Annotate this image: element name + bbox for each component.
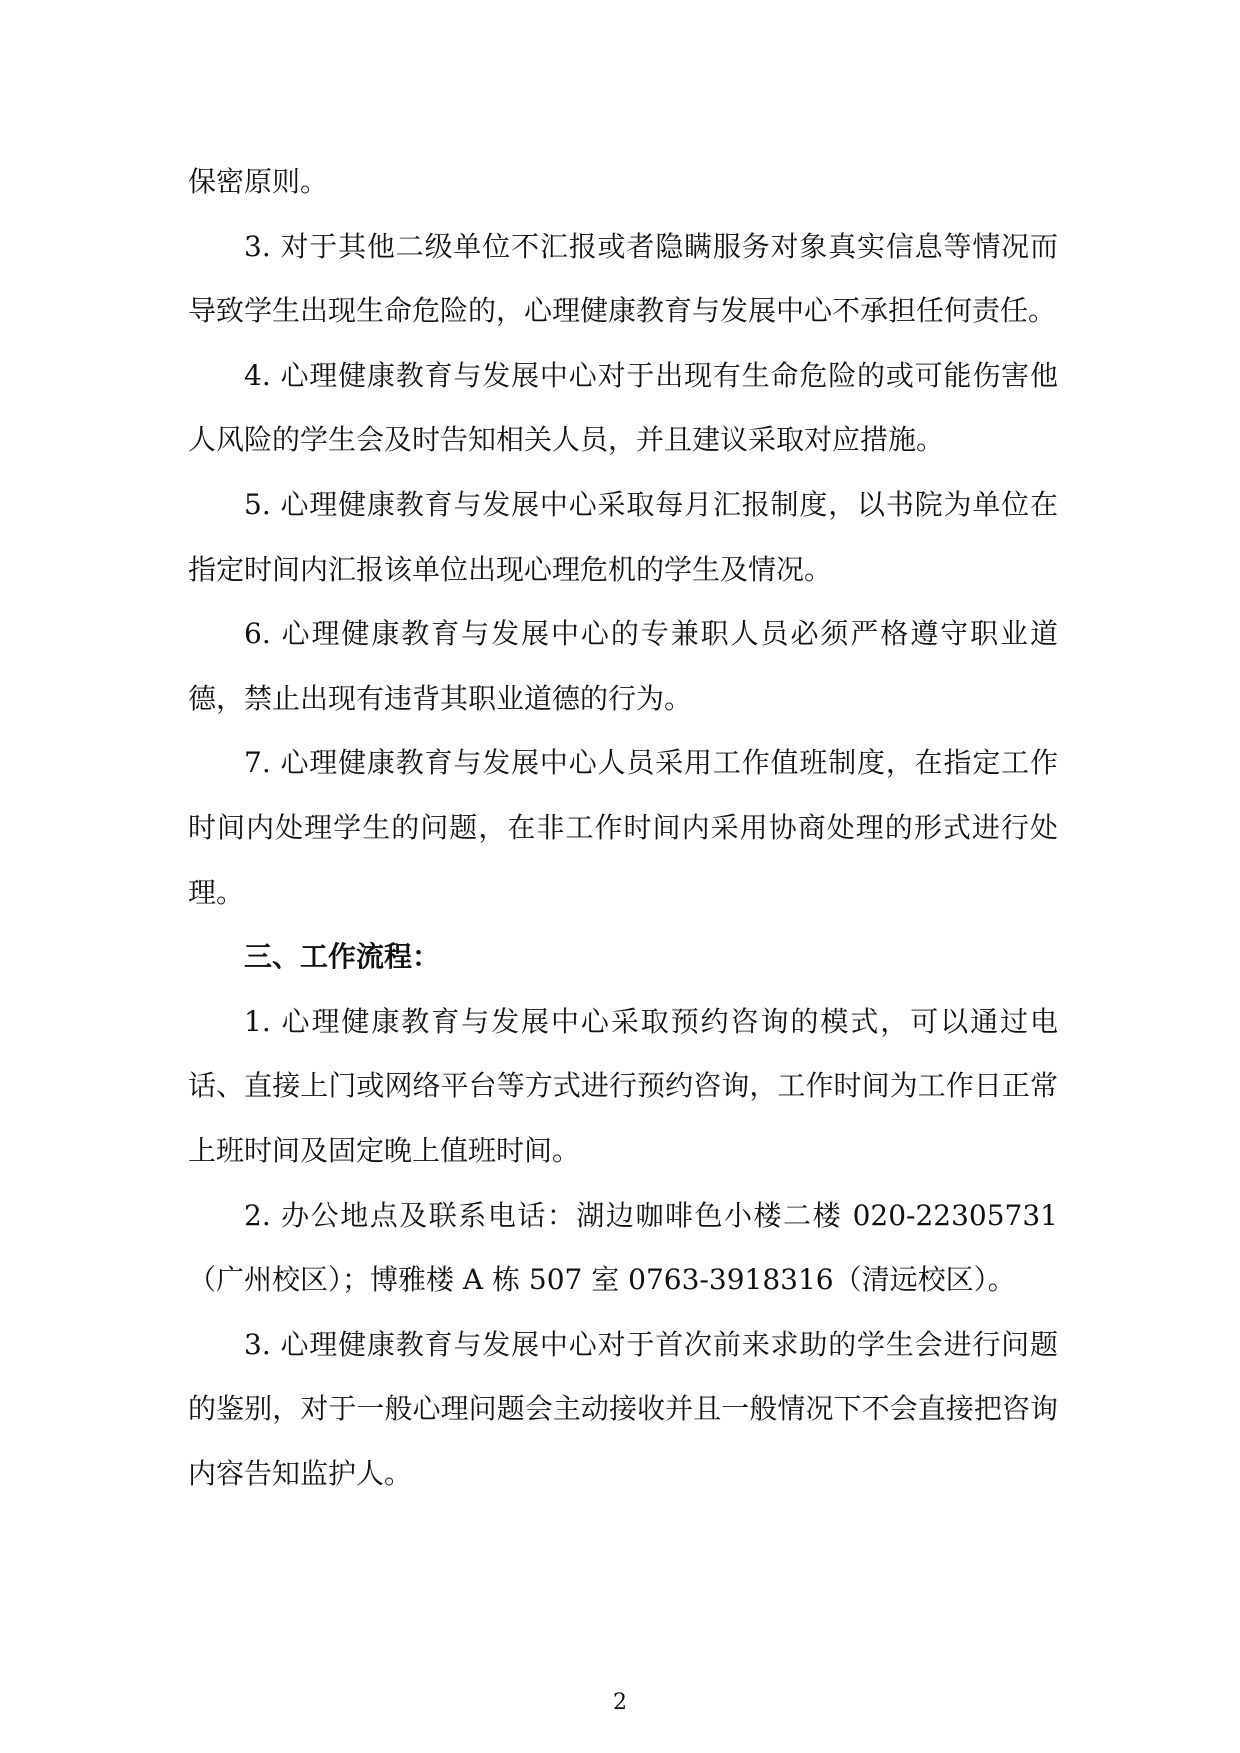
paragraph-item-7: 7. 心理健康教育与发展中心人员采用工作值班制度，在指定工作时间内处理学生的问题，在非工作时间内采用协商处理的形式进行处理。 [188, 746, 1058, 909]
workflow-item-1: 1. 心理健康教育与发展中心采取预约咨询的模式，可以通过电话、直接上门或网络平台等方式进行预约咨询，工作时间为工作日正常上班时间及固定晚上值班时间。 [188, 1004, 1058, 1167]
page-number: 2 [613, 1690, 627, 1715]
paragraph-item-6: 6. 心理健康教育与发展中心的专兼职人员必须严格遵守职业道德，禁止出现有违背其职业道德的行为。 [188, 617, 1058, 715]
document-body [188, 150, 1058, 1506]
paragraph-item-4: 4. 心理健康教育与发展中心对于出现有生命危险的或可能伤害他人风险的学生会及时告知相关人员，并且建议采取对应措施。 [188, 358, 1058, 457]
paragraph-item-5: 5. 心理健康教育与发展中心采取每月汇报制度，以书院为单位在指定时间内汇报该单位出现心理危机的学生及情况。 [188, 487, 1058, 586]
paragraph-confidentiality-tail: 保密原则。 [188, 165, 329, 198]
section-heading-workflow: 三、工作流程： [244, 940, 441, 974]
workflow-item-3: 3. 心理健康教育与发展中心对于首次前来求助的学生会进行问题的鉴别，对于一般心理问题会主动接收并且一般情况下不会直接把咨询内容告知监护人。 [188, 1327, 1058, 1490]
paragraph-item-3: 3. 对于其他二级单位不汇报或者隐瞒服务对象真实信息等情况而导致学生出现生命危险的，心理健康教育与发展中心不承担任何责任。 [188, 229, 1058, 328]
workflow-item-2: 2. 办公地点及联系电话：湖边咖啡色小楼二楼 020-22305731（广州校区）；博雅楼 A 栋 507 室 0763-3918316（清远校区）。 [188, 1198, 1058, 1297]
